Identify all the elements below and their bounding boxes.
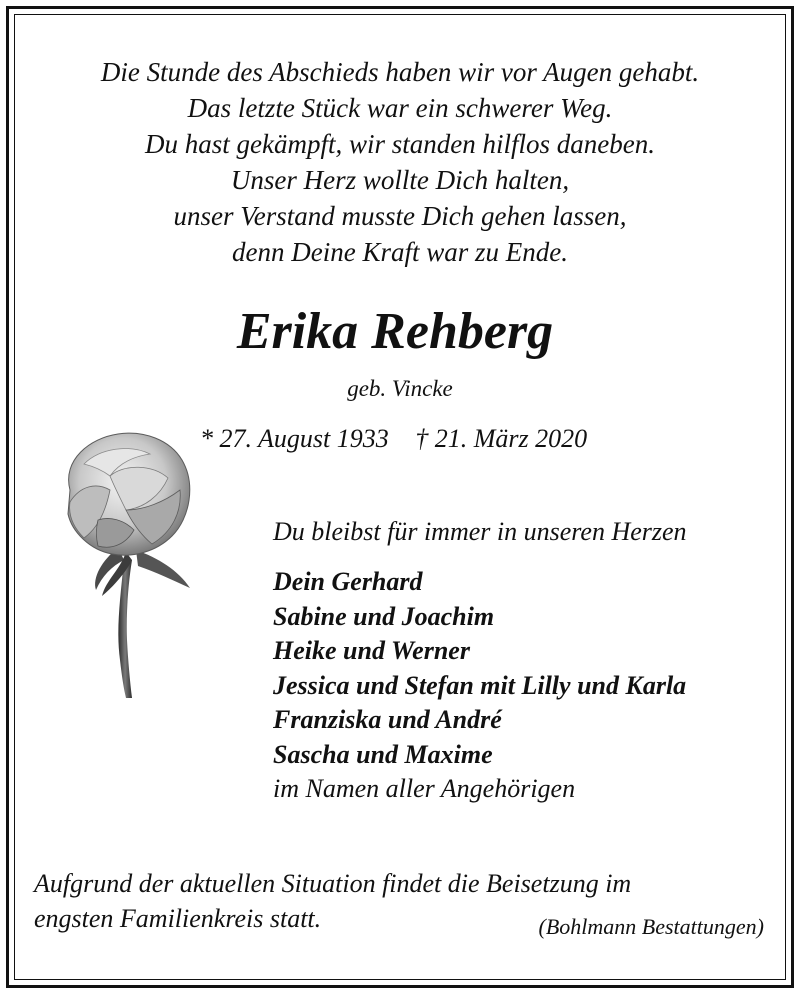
mourner-entry: Heike und Werner — [273, 636, 470, 665]
poem-line: Unser Herz wollte Dich halten, — [230, 165, 570, 195]
poem-line: Du hast gekämpft, wir standen hilflos daneben. — [145, 129, 655, 159]
mourner-entry: Franziska und André — [273, 705, 502, 734]
mourner-entry: Dein Gerhard — [273, 567, 423, 596]
poem-line: Das letzte Stück war ein schwerer Weg. — [187, 93, 613, 123]
life-dates — [200, 424, 587, 454]
poem-line: unser Verstand musste Dich gehen lassen, — [173, 201, 627, 231]
poem-line: Die Stunde des Abschieds haben wir vor Augen gehabt. — [100, 57, 700, 87]
notice-line: Aufgrund der aktuellen Situation findet die Beisetzung im — [34, 869, 632, 898]
deceased-name: Erika Rehberg — [236, 303, 554, 360]
mourners-note: im Namen aller Angehörigen — [273, 774, 576, 803]
poem-line: denn Deine Kraft war zu Ende. — [232, 237, 568, 267]
birth-date: * 27. August 1933 — [200, 424, 389, 453]
death-date: † 21. März 2020 — [415, 424, 588, 453]
poem — [0, 54, 800, 270]
mourner-entry: Jessica und Stefan mit Lilly und Karla — [273, 670, 687, 700]
motto: Du bleibst für immer in unseren Herzen — [273, 517, 687, 546]
undertaker-credit: (Bohlmann Bestattungen) — [538, 914, 764, 939]
birth-name: geb. Vincke — [347, 376, 453, 401]
rose-icon — [40, 420, 210, 710]
notice-line: engsten Familienkreis statt. — [34, 904, 322, 933]
mourner-entry: Sabine und Joachim — [273, 601, 495, 631]
mourners-list — [273, 565, 686, 806]
mourner-entry: Sascha und Maxime — [273, 739, 493, 769]
